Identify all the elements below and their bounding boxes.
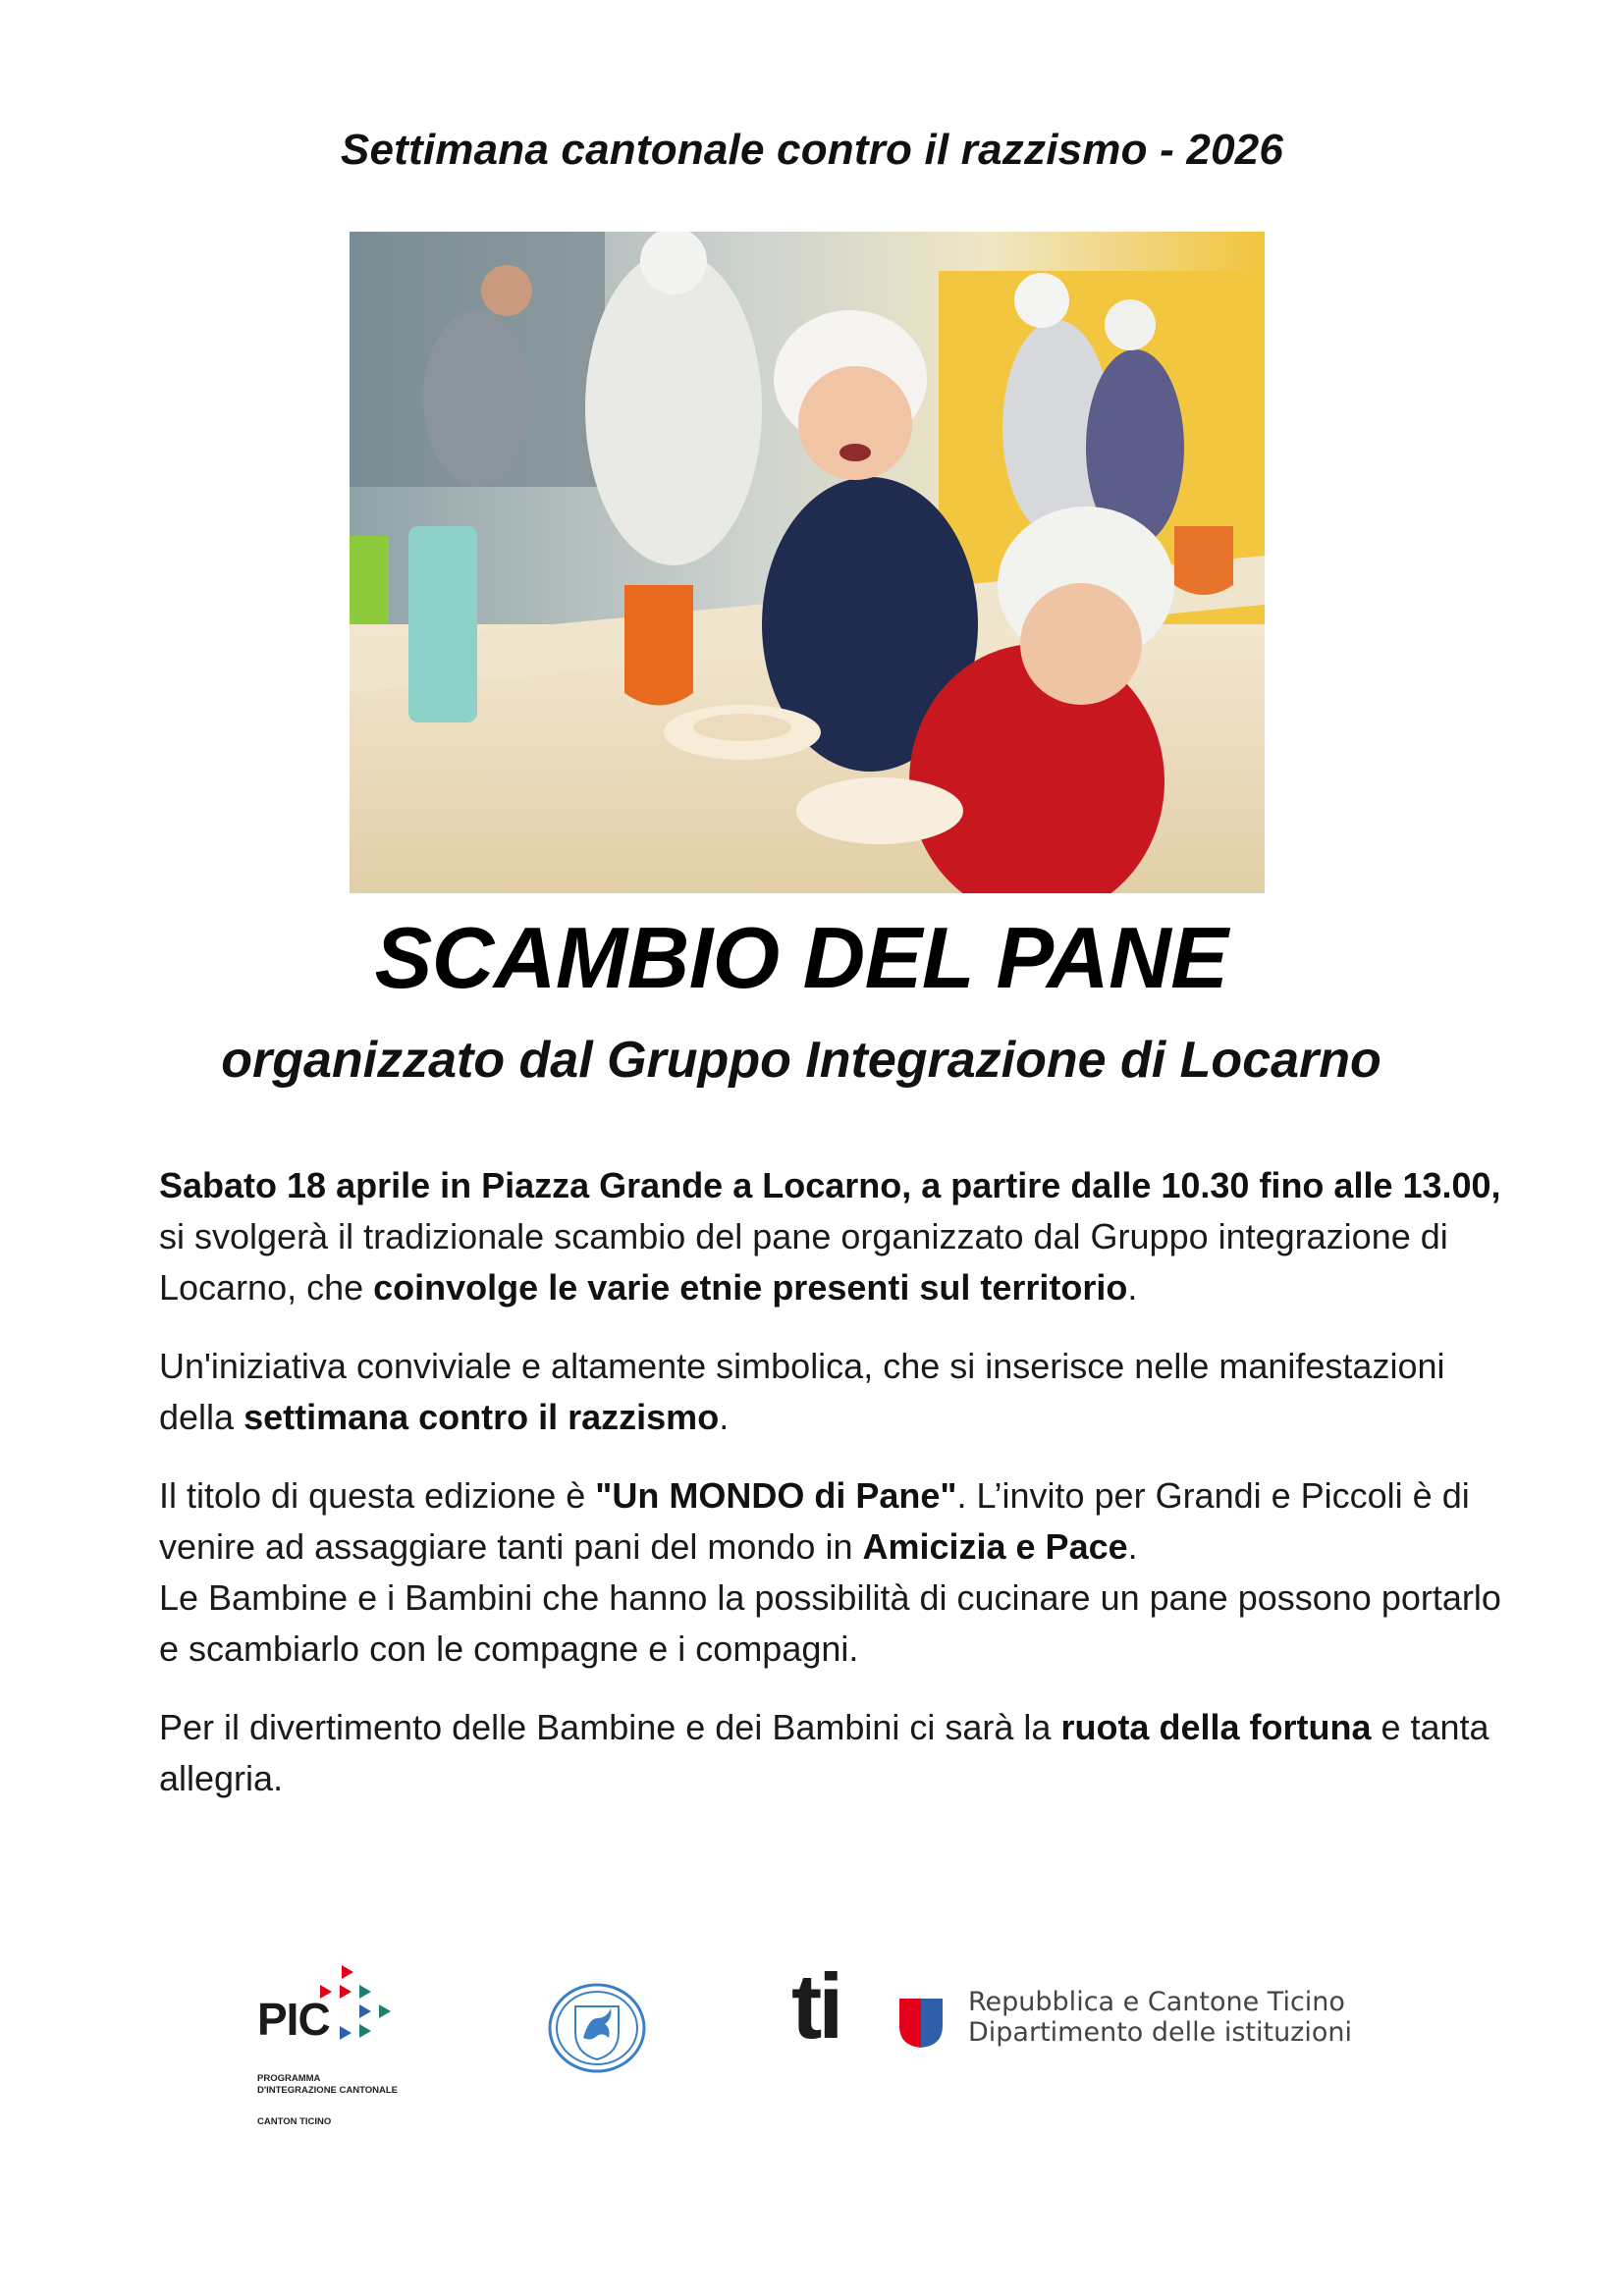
week-against-racism-text: settimana contro il razzismo	[244, 1397, 720, 1437]
ticino-line-republic: Repubblica e Cantone Ticino	[968, 1987, 1345, 2017]
paragraph-initiative	[159, 1341, 1514, 1443]
paragraph-text: Il titolo di questa edizione è	[159, 1475, 596, 1516]
pic-caption-line: D'INTEGRAZIONE CANTONALE	[257, 2085, 399, 2096]
event-title: SCAMBIO DEL PANE	[374, 909, 1228, 1006]
event-kicker: Settimana cantonale contro il razzismo - 2026	[340, 126, 1284, 174]
paragraph-text: .	[1127, 1526, 1138, 1567]
paragraph-fun	[159, 1702, 1514, 1804]
ticino-line-department: Dipartimento delle istituzioni	[968, 2017, 1352, 2048]
friendship-peace-text: Amicizia e Pace	[862, 1526, 1128, 1567]
paragraph-edition-title	[159, 1470, 1514, 1675]
pic-logo	[257, 1965, 414, 2127]
paragraph-text: .	[719, 1397, 730, 1437]
event-photo	[350, 232, 1265, 893]
pic-caption	[257, 2073, 398, 2097]
pic-caption-line: PROGRAMMA	[257, 2073, 321, 2084]
ticino-logo	[791, 1954, 948, 2057]
edition-title-text: "Un MONDO di Pane"	[595, 1475, 957, 1516]
paragraph-text: .	[1127, 1267, 1138, 1308]
paragraph-text: Le Bambine e i Bambini che hanno la possibilità di cucinare un pane possono portarlo e scambiarlo con le compagne e i compagni.	[159, 1577, 1501, 1669]
pic-wordmark: PIC	[257, 1994, 330, 2045]
ti-wordmark: ti	[791, 1954, 840, 2057]
date-location-text: Sabato 18 aprile in Piazza Grande a Locarno, a partire dalle 10.30 fino alle 13.00,	[159, 1165, 1501, 1205]
children-kneading-bread-image	[350, 232, 1265, 893]
locarno-emblem-logo	[546, 1977, 648, 2079]
ticino-department-text	[968, 1987, 1352, 2048]
ethnicities-text: coinvolge le varie etnie presenti sul territorio	[373, 1267, 1128, 1308]
paragraph-text: e tanta allegria.	[159, 1707, 1489, 1798]
ticino-shield-icon	[899, 1999, 943, 2048]
event-subtitle: organizzato dal Gruppo Integrazione di Locarno	[221, 1032, 1381, 1089]
paragraph-date-location	[159, 1160, 1514, 1313]
pic-canton: CANTON TICINO	[257, 2116, 332, 2127]
event-description	[159, 1160, 1514, 1832]
paragraph-text: . L’invito per Grandi e Piccoli è di venire ad assaggiare tanti pani del mondo in	[159, 1475, 1470, 1567]
lion-shield-icon	[546, 1977, 648, 2079]
paragraph-text: Un'iniziativa conviviale e altamente simbolica, che si inserisce nelle manifestazioni della	[159, 1346, 1445, 1437]
paragraph-text: si svolgerà il tradizionale scambio del pane organizzato dal Gruppo integrazione di Locarno, che	[159, 1216, 1448, 1308]
paragraph-text: Per il divertimento delle Bambine e dei Bambini ci sarà la	[159, 1707, 1061, 1747]
wheel-of-fortune-text: ruota della fortuna	[1060, 1707, 1372, 1747]
